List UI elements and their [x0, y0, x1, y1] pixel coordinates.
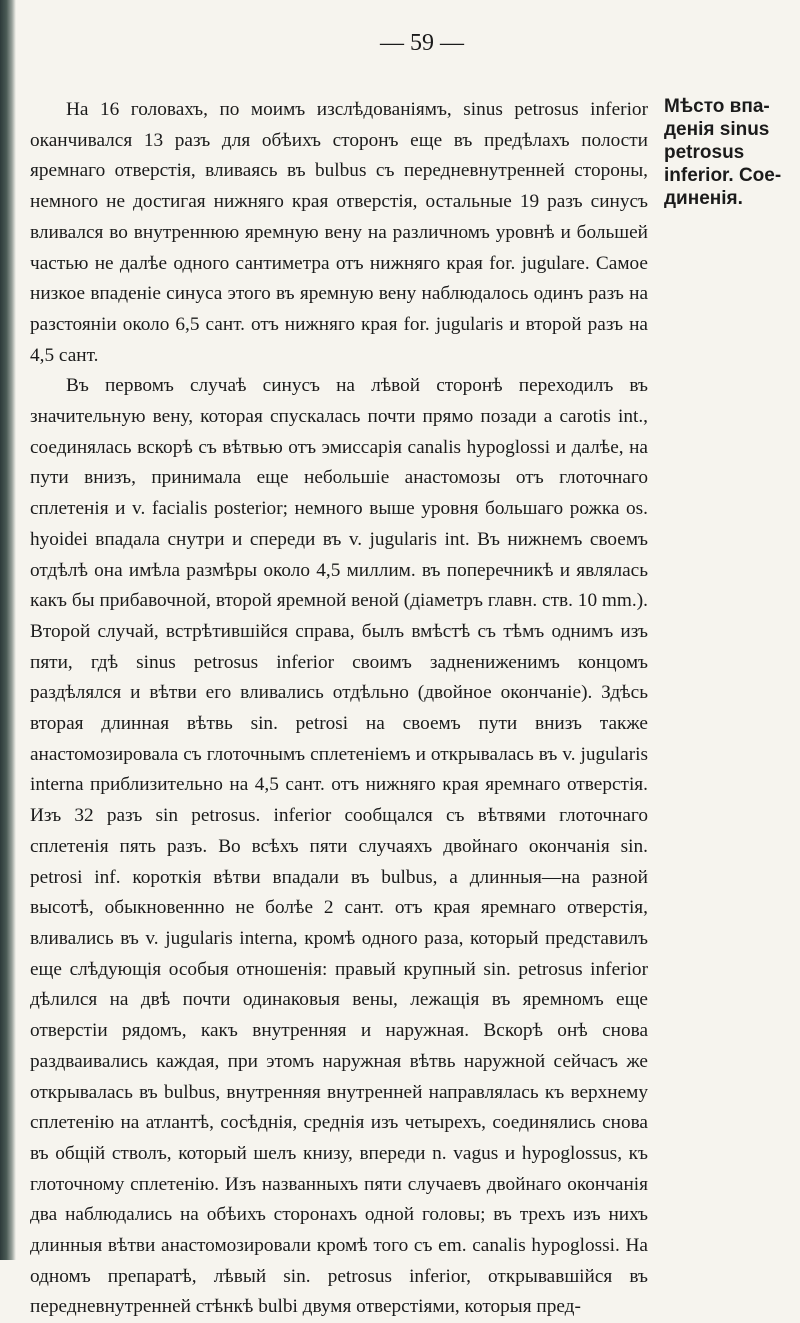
margin-note: Мѣсто впа-денія sinus petrosus inferior. Сое-диненія. [664, 96, 782, 209]
page-body [22, 95, 782, 1323]
paragraph-2: Въ первомъ случаѣ синусъ на лѣвой сторонѣ переходилъ въ значительную вену, которая спускалась почти прямо позади a carotis int., соединялась вскорѣ съ вѣтвью отъ эмиссарія canalis hypoglossi и далѣе, на пути внизъ, принимала еще небольшіе анастомозы отъ глоточнаго сплетенія и v. facialis posterior; немного выше уровня большаго рожка os. hyoidei впадала снутри и спереди въ v. jugularis int. Въ нижнемъ своемъ отдѣлѣ она имѣла размѣры около 4,5 миллим. въ поперечникѣ и являлась какъ бы прибавочной, второй яремной веной (діаметръ главн. ств. 10 mm.). Второй случай, встрѣтившійся справа, былъ вмѣстѣ съ тѣмъ однимъ изъ пяти, гдѣ sinus petrosus inferior своимъ заднениженимъ концомъ раздѣлялся и вѣтви его вливались отдѣльно (двойное окончаніе). Здѣсь вторая длинная вѣтвь sin. petrosi на своемъ пути внизъ также анастомозировала съ глоточнымъ сплетеніемъ и открывалась въ v. jugularis interna приблизительно на 4,5 сант. отъ нижняго края яремнаго отверстія. Изъ 32 разъ sin petrosus. inferior сообщался съ вѣтвями глоточнаго сплетенія пять разъ. Во всѣхъ пяти случаяхъ двойнаго окончанія sin. petrosi inf. короткія вѣтви впадали въ bulbus, а длинныя—на разной высотѣ, обыкновеннно не болѣе 2 сант. отъ края яремнаго отверстія, вливались въ v. jugularis interna, кромѣ одного раза, который представилъ еще слѣдующія особыя отношенія: правый крупный sin. petrosus inferior дѣлился на двѣ почти одинаковыя вены, лежащія въ яремномъ еще отверстіи рядомъ, какъ внутренняя и наружная. Вскорѣ онѣ снова раздваивались каждая, при этомъ наружная вѣтвь наружной сейчасъ же открывалась въ bulbus, внутренняя внутренней направлялась къ верхнему сплетенію на атлантѣ, сосѣднія, среднія изъ четырехъ, соединялись снова въ общій стволъ, который шелъ книзу, впереди n. vagus и hypoglossus, къ глоточному сплетенію. Изъ названныхъ пяти случаевъ двойнаго окончанія два наблюдались на обѣихъ сторонахъ одной головы; въ трехъ изъ нихъ длинныя вѣтви анастомозировали кромѣ того съ em. canalis hypoglossi. На одномъ препаратѣ, лѣвый sin. petrosus inferior, открывавшійся въ передневнутренней стѣнкѣ bulbi двумя отверстіями, которыя пред- [30, 375, 648, 1318]
paragraph-1: На 16 головахъ, по моимъ изслѣдованіямъ, sinus petrosus inferior оканчивался 13 разъ для обѣихъ сторонъ еще въ предѣлахъ полости яремнаго отверстія, вливаясь въ bulbus съ передневнутренней стороны, немного не достигая нижняго края отверстія, остальные 19 разъ синусъ вливался во внутреннюю яремную вену на различномъ уровнѣ и большей частью не далѣе одного сантиметра отъ нижняго края for. jugulare. Самое низкое впаденіе синуса этого въ яремную вену наблюдалось одинъ разъ на разстояніи около 6,5 сант. отъ нижняго края for. jugularis и второй разъ на 4,5 сант. [30, 99, 648, 366]
main-text [30, 95, 648, 1323]
book-binding-edge [0, 0, 16, 1260]
page-number: — 59 — [380, 30, 464, 56]
book-page [22, 22, 782, 1323]
